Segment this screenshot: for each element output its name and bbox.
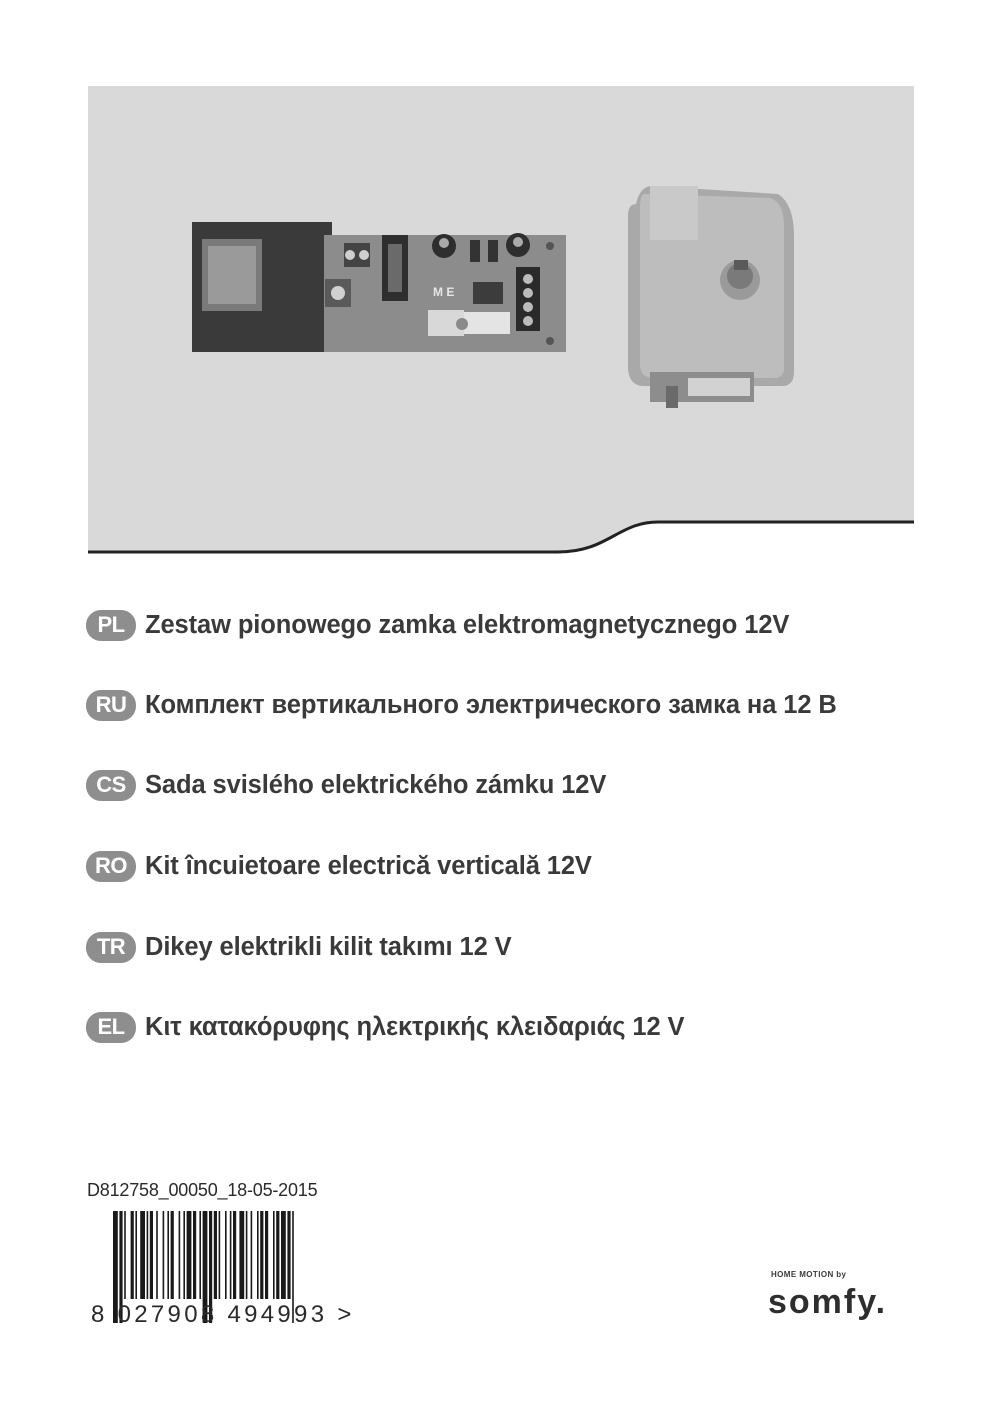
brand-name: somfy. (768, 1283, 888, 1321)
barcode-bar (124, 1211, 126, 1299)
control-board-image (192, 222, 566, 352)
barcode-bar (167, 1211, 169, 1299)
barcode-bar (219, 1211, 221, 1299)
barcode-bar (179, 1211, 181, 1299)
barcode-bar (147, 1211, 149, 1299)
product-title: Κιτ κατακόρυφης ηλεκτρικής κλειδαριάς 12 V (145, 1012, 685, 1041)
product-hero-image (88, 86, 914, 556)
somfy-logo (768, 1270, 918, 1325)
barcode-bar (273, 1211, 275, 1299)
barcode-bar (183, 1211, 185, 1299)
barcode-bar (171, 1211, 174, 1299)
barcode-bar (150, 1211, 153, 1299)
board-marking: M E (433, 285, 455, 299)
lang-badge: EL (86, 1012, 136, 1043)
product-title: Dikey elektrikli kilit takımı 12 V (145, 932, 512, 961)
barcode-bar (246, 1211, 248, 1299)
barcode-bar (276, 1211, 279, 1299)
barcode-bar (225, 1211, 227, 1299)
product-title: Zestaw pionowego zamka elektromagnetycznego 12V (145, 610, 790, 639)
barcode-bar (187, 1211, 192, 1299)
barcode-bar (260, 1211, 263, 1299)
lang-row-tr (86, 927, 512, 967)
lang-row-pl (86, 605, 789, 645)
product-title: Kit încuietoare electrică verticală 12V (145, 851, 592, 880)
barcode-bar (281, 1211, 286, 1299)
barcode-bar (156, 1211, 158, 1299)
lang-badge: CS (86, 770, 136, 801)
lang-row-cs (86, 765, 606, 805)
barcode-bar (257, 1211, 259, 1299)
lang-badge: RU (86, 690, 136, 721)
lang-row-ru (86, 685, 837, 725)
lang-badge: TR (86, 932, 136, 963)
barcode-bar (131, 1211, 134, 1299)
document-code: D812758_00050_18-05-2015 (87, 1180, 318, 1200)
lang-row-el (86, 1007, 684, 1047)
electric-lock-image (628, 186, 794, 408)
barcode-bar (163, 1211, 165, 1299)
barcode-bar (287, 1211, 290, 1299)
product-title: Комплект вертикального электрического замка на 12 В (145, 690, 837, 719)
barcode-bar (230, 1211, 232, 1299)
lang-badge: PL (86, 610, 136, 641)
lang-badge: RO (86, 851, 136, 882)
lang-row-ro (86, 846, 592, 886)
barcode-bar (265, 1211, 268, 1299)
barcode-bar (140, 1211, 145, 1299)
barcode-bar (193, 1211, 196, 1299)
barcode-bar (251, 1211, 253, 1299)
barcode-bar (135, 1211, 137, 1299)
barcode-bar (239, 1211, 244, 1299)
barcode-bar (214, 1211, 217, 1299)
barcode-bar (233, 1211, 236, 1299)
barcode-number: 8 027908 494993 > (91, 1301, 355, 1328)
brand-tagline: HOME MOTION by (771, 1270, 847, 1279)
barcode-bar (199, 1211, 201, 1299)
product-title: Sada svislého elektrického zámku 12V (145, 770, 607, 799)
